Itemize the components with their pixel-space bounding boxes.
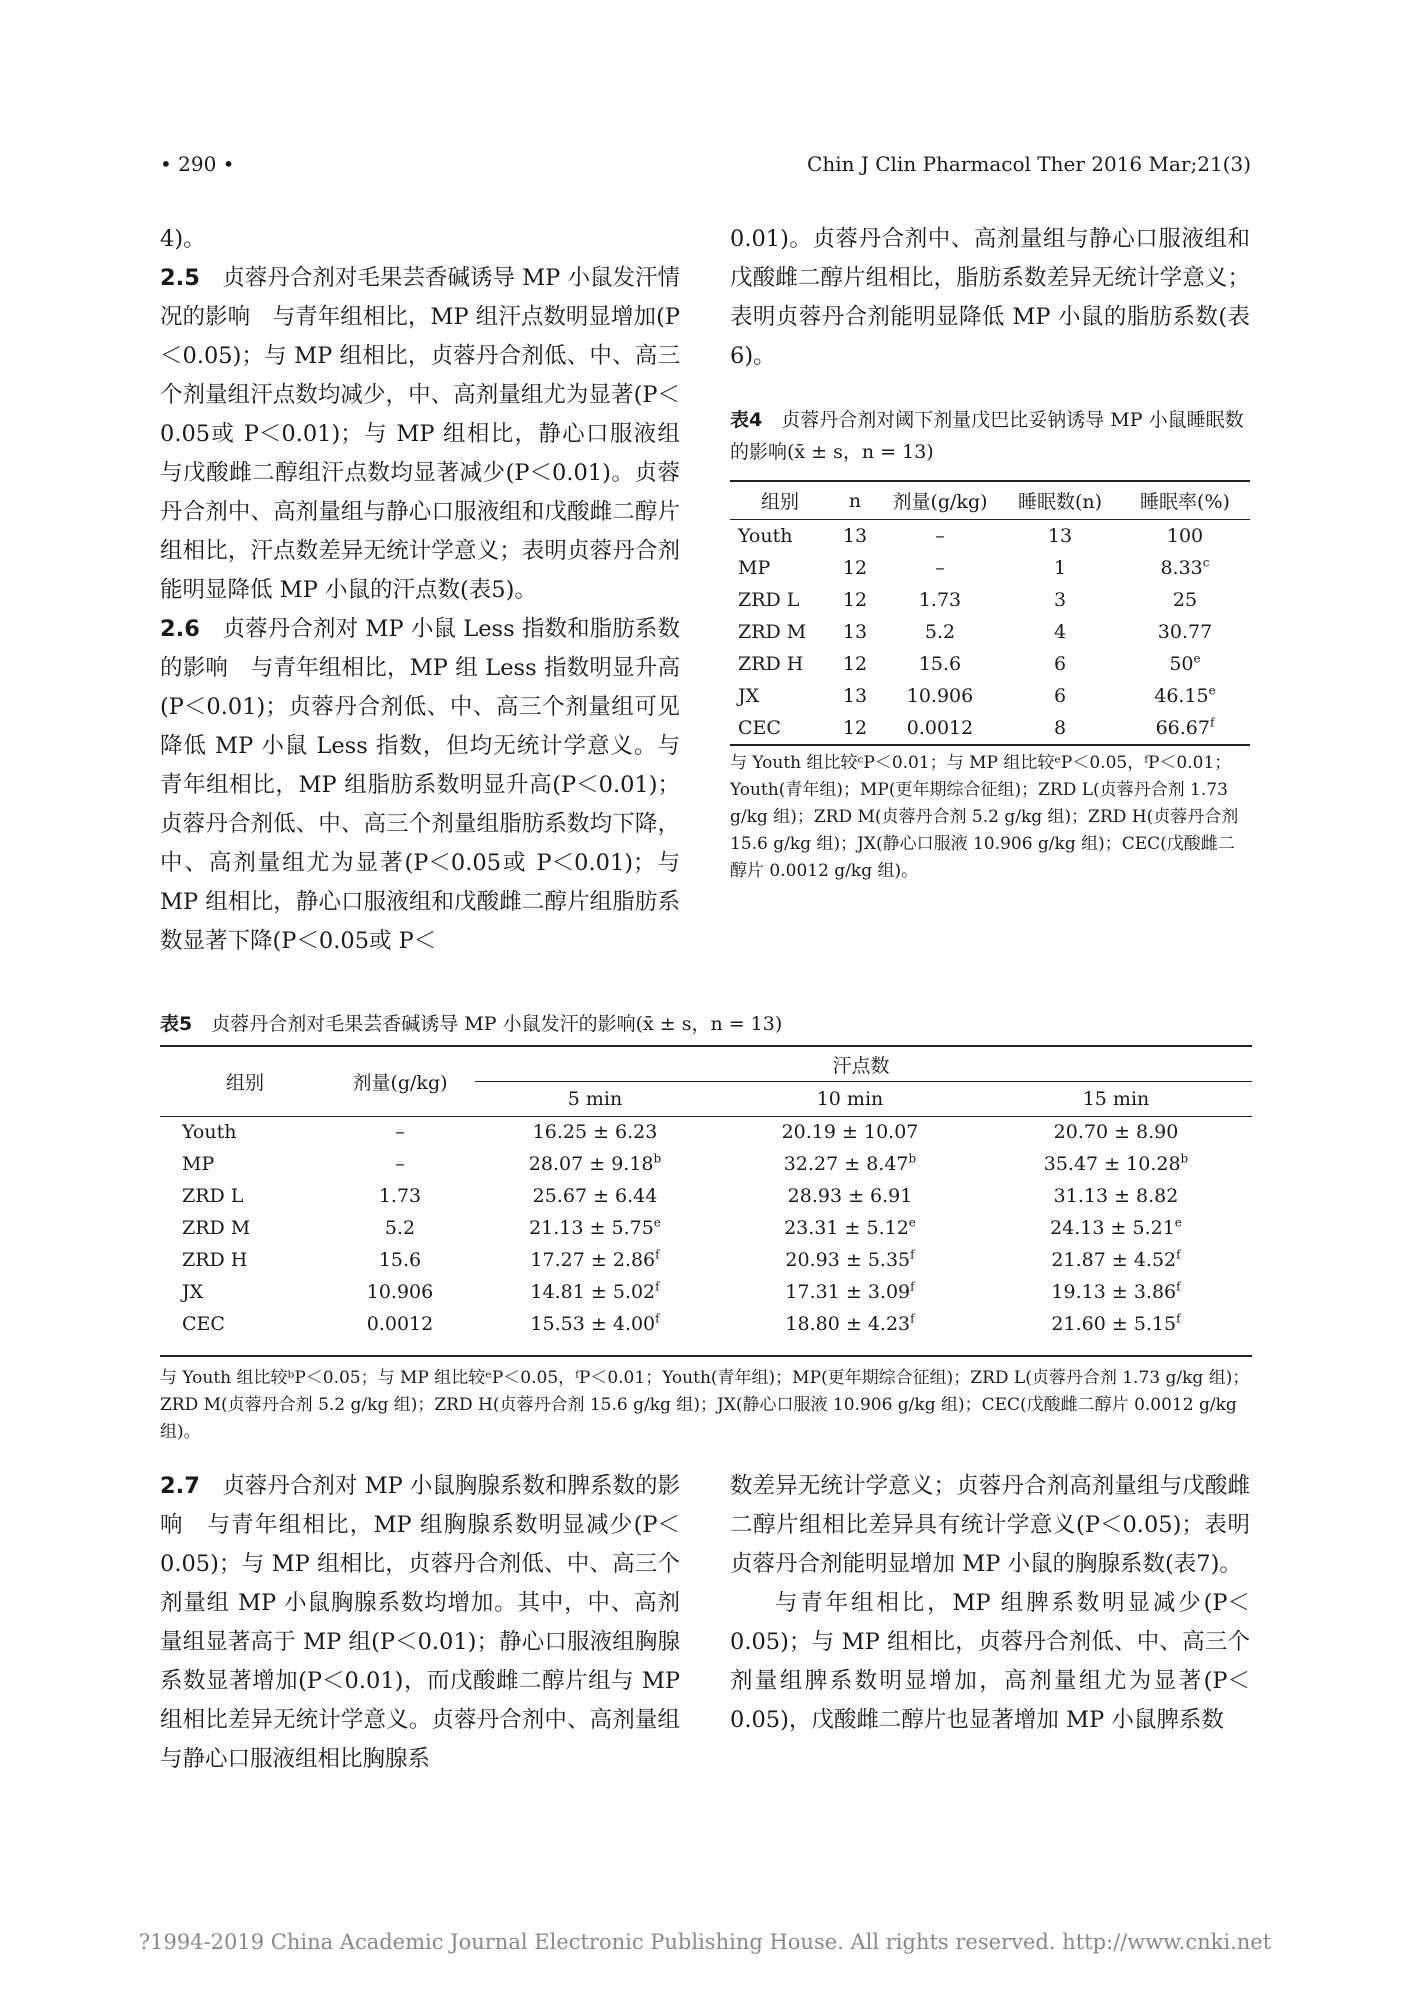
paragraph: 与青年组相比，MP 组脾系数明显减少(P＜0.05)；与 MP 组相比，贞蓉丹合剂低、中、高三个剂量组脾系数明显增加，高剂量组尤为显著(P＜0.05)，戊酸雌二醇片也显著增加 MP 小鼠脾系数 — [730, 1590, 1250, 1733]
table-cell-v2: 20.93 ± 5.35$^f$ — [785, 1247, 915, 1271]
table-cell-n: 13 — [842, 525, 868, 547]
page-number: • 290 • — [160, 152, 235, 176]
table-cell-group: Youth — [738, 525, 793, 547]
table-cell-v1: 16.25 ± 6.23 — [532, 1121, 658, 1143]
table-caption-text: 贞蓉丹合剂对阈下剂量戊巴比妥钠诱导 MP 小鼠睡眠数的影响(x̄ ± s，n = 13) — [730, 409, 1244, 463]
section-body: 贞蓉丹合剂对毛果芸香碱诱导 MP 小鼠发汗情况的影响 与青年组相比，MP 组汗点数明显增加(P＜0.05)；与 MP 组相比，贞蓉丹合剂低、中、高三个剂量组汗点数均减少，中、高剂量组尤为显著(P＜0.05或 P＜0.01)；与 MP 组相比，静心口服液组与戊酸雌二醇组汗点数均显著减少(P＜0.01)。贞蓉丹合剂中、高剂量组与静心口服液组和戊酸雌二醇片组相比，汗点数差异无统计学意义；表明贞蓉丹合剂能明显降低 MP 小鼠的汗点数(表5)。 — [160, 265, 680, 603]
table-cell-dose: – — [395, 1121, 405, 1143]
column-header: 睡眠数(n) — [1000, 482, 1120, 520]
table-cell-v3: 24.13 ± 5.21$^e$ — [1050, 1215, 1182, 1239]
significance-mark: e — [908, 1215, 916, 1230]
table-header-row — [730, 482, 1250, 520]
table-cell-v2: 32.27 ± 8.47$^b$ — [783, 1151, 917, 1175]
table-cell-v2: 23.31 ± 5.12$^e$ — [784, 1215, 916, 1239]
table4-note: 与 Youth 组比较ᶜP＜0.01；与 MP 组比较ᵉP＜0.05，ᶠP＜0.01；Youth(青年组)；MP(更年期综合征组)；ZRD L(贞蓉丹合剂 1.73 g/kg 组)；ZRD M(贞蓉丹合剂 5.2 g/kg 组)；ZRD H(贞蓉丹合剂 15.6 g/kg 组)；JX(静心口服液 10.906 g/kg 组)；CEC(戊酸雌二醇片 0.0012 g/kg 组)。 — [730, 753, 1239, 881]
table-cell-v1: 15.53 ± 4.00$^f$ — [530, 1311, 660, 1335]
significance-mark: e — [1208, 683, 1216, 698]
table-cell-dose: 15.6 — [918, 653, 962, 675]
table-row — [160, 1180, 1252, 1212]
table-row — [730, 680, 1250, 712]
table-cell-rate: 100 — [1166, 525, 1204, 547]
table-cell-group: CEC — [182, 1313, 225, 1335]
section-number: 2.6 — [160, 616, 200, 642]
table-bottom-rule — [160, 1355, 1252, 1357]
significance-mark: f — [655, 1247, 660, 1262]
table-cell-rate: 50e — [1169, 651, 1201, 675]
journal-header: Chin J Clin Pharmacol Ther 2016 Mar;21(3) — [807, 152, 1251, 176]
table-cell-group: CEC — [738, 717, 781, 739]
table-row — [730, 648, 1250, 680]
section-number: 2.7 — [160, 1473, 200, 1499]
table-cell-dose: 1.73 — [918, 589, 962, 611]
table-cell-sleep: 8 — [1053, 717, 1067, 739]
table-cell-sleep: 3 — [1053, 589, 1067, 611]
table-row — [730, 584, 1250, 616]
significance-mark: f — [1176, 1247, 1181, 1262]
table-cell-rate: 25 — [1172, 589, 1198, 611]
table-cell-dose: 0.0012 — [366, 1313, 434, 1335]
table-subheader-rule — [475, 1081, 1252, 1082]
table-cell-v2: 20.19 ± 10.07 — [781, 1121, 919, 1143]
right-column-bottom — [730, 1467, 1250, 1740]
column-header: 睡眠率(%) — [1120, 482, 1250, 520]
section-body: 贞蓉丹合剂对 MP 小鼠胸腺系数和脾系数的影响 与青年组相比，MP 组胸腺系数明显减少(P＜0.05)；与 MP 组相比，贞蓉丹合剂低、中、高三个剂量组 MP 小鼠胸腺系数均增加。其中，中、高剂量组显著高于 MP 组(P＜0.01)；静心口服液组胸腺系数显著增加(P＜0.01)，而戊酸雌二醇片组与 MP 组相比差异无统计学意义。贞蓉丹合剂中、高剂量组与静心口服液组相比胸腺系 — [160, 1473, 680, 1772]
table-cell-v3: 20.70 ± 8.90 — [1053, 1121, 1179, 1143]
table-cell-n: 12 — [842, 653, 868, 675]
table4-caption — [730, 404, 1250, 468]
table-cell-group: MP — [182, 1153, 215, 1175]
column-header: 汗点数 — [832, 1054, 890, 1077]
table-caption-text: 贞蓉丹合剂对毛果芸香碱诱导 MP 小鼠发汗的影响(x̄ ± s，n = 13) — [211, 1013, 783, 1035]
table-bottom-rule — [730, 744, 1250, 746]
table-cell-rate: 8.33$^c$ — [1160, 555, 1210, 579]
table-cell-v2: 28.93 ± 6.91 — [787, 1185, 913, 1207]
table-cell-v1: 21.13 ± 5.75$^e$ — [529, 1215, 661, 1239]
table-row — [160, 1244, 1252, 1276]
table-cell-rate: 66.67$^f$ — [1155, 715, 1215, 739]
significance-mark: f — [655, 1279, 660, 1294]
paragraph: 0.01)。贞蓉丹合剂中、高剂量组与静心口服液组和戊酸雌二醇片组相比，脂肪系数差异无统计学意义；表明贞蓉丹合剂能明显降低 MP 小鼠的脂肪系数(表6)。 — [730, 226, 1250, 369]
table-cell-dose: – — [935, 557, 945, 579]
table-cell-dose: 1.73 — [378, 1185, 422, 1207]
table-row — [160, 1276, 1252, 1308]
table-cell-n: 13 — [842, 685, 868, 707]
left-column-top — [160, 220, 680, 961]
significance-mark: f — [910, 1311, 915, 1326]
column-header: 剂量(g/kg) — [352, 1071, 448, 1094]
table-cell-sleep: 6 — [1053, 653, 1067, 675]
section-2-5 — [160, 259, 680, 610]
table-row — [730, 616, 1250, 648]
significance-mark: c — [1202, 555, 1210, 570]
table-cell-sleep: 4 — [1053, 621, 1067, 643]
table-cell-dose: 5.2 — [384, 1217, 416, 1239]
section-2-6 — [160, 610, 680, 961]
table-row — [730, 552, 1250, 584]
table-cell-v3: 31.13 ± 8.82 — [1053, 1185, 1179, 1207]
table-row — [160, 1116, 1252, 1148]
table-cell-group: ZRD M — [738, 621, 807, 643]
table-cell-v1: 25.67 ± 6.44 — [532, 1185, 658, 1207]
table-cell-n: 13 — [842, 621, 868, 643]
left-column-bottom — [160, 1467, 680, 1779]
table5-note: 与 Youth 组比较ᵇP＜0.05；与 MP 组比较ᵉP＜0.05，ᶠP＜0.01；Youth(青年组)；MP(更年期综合征组)；ZRD L(贞蓉丹合剂 1.73 g/kg 组)；ZRD M(贞蓉丹合剂 5.2 g/kg 组)；ZRD H(贞蓉丹合剂 15.6 g/kg 组)；JX(静心口服液 10.906 g/kg 组)；CEC(戊酸雌二醇片 0.0012 g/kg 组)。 — [160, 1368, 1250, 1442]
significance-mark: f — [1176, 1311, 1181, 1326]
table-cell-sleep: 6 — [1053, 685, 1067, 707]
significance-mark: e — [653, 1215, 661, 1230]
table5 — [160, 1046, 1252, 1340]
table-cell-dose: 15.6 — [378, 1249, 422, 1271]
column-header: 15 min — [1082, 1088, 1150, 1110]
table-header-row — [160, 1046, 1252, 1082]
table-cell-sleep: 1 — [1053, 557, 1067, 579]
significance-mark: f — [910, 1279, 915, 1294]
significance-mark: e — [1174, 1215, 1182, 1230]
table-cell-v2: 18.80 ± 4.23$^f$ — [785, 1311, 915, 1335]
section-2-7 — [160, 1467, 680, 1779]
column-header: 剂量(g/kg) — [880, 482, 1000, 520]
table-cell-v3: 35.47 ± 10.28$^b$ — [1043, 1151, 1189, 1175]
table-row — [730, 712, 1250, 744]
table-cell-dose: 5.2 — [924, 621, 956, 643]
table-header-rule — [160, 1116, 1252, 1117]
table-label: 表4 — [730, 409, 763, 431]
table-cell-v3: 19.13 ± 3.86$^f$ — [1051, 1279, 1181, 1303]
section-number: 2.5 — [160, 265, 200, 291]
table-cell-dose: 0.0012 — [906, 717, 974, 739]
table-cell-group: ZRD H — [738, 653, 804, 675]
table-cell-group: JX — [738, 685, 760, 707]
significance-mark: f — [1209, 715, 1215, 730]
table-cell-v1: 14.81 ± 5.02$^f$ — [530, 1279, 660, 1303]
column-header: 10 min — [816, 1088, 884, 1110]
table-cell-group: ZRD L — [182, 1185, 244, 1207]
table-row — [160, 1308, 1252, 1340]
significance-mark: b — [908, 1151, 917, 1166]
significance-mark: b — [1180, 1151, 1189, 1166]
section-body: 贞蓉丹合剂对 MP 小鼠 Less 指数和脂肪系数的影响 与青年组相比，MP 组 Less 指数明显升高(P＜0.01)；贞蓉丹合剂低、中、高三个剂量组可见降低 MP 小鼠 Less 指数，但均无统计学意义。与青年组相比，MP 组脂肪系数明显升高(P＜0.01)；贞蓉丹合剂低、中、高三个剂量组脂肪系数均下降，中、高剂量组尤为显著(P＜0.05或 P＜0.01)；与 MP 组相比，静心口服液组和戊酸雌二醇片组脂肪系数显著下降(P＜0.05或 P＜ — [160, 616, 680, 954]
table-row — [160, 1212, 1252, 1244]
table-cell-v2: 17.31 ± 3.09$^f$ — [785, 1279, 915, 1303]
right-column-top — [730, 220, 1250, 376]
table-cell-dose: – — [935, 525, 945, 547]
table-cell-v3: 21.60 ± 5.15$^f$ — [1051, 1311, 1181, 1335]
table-cell-dose: 10.906 — [906, 685, 974, 707]
table-cell-n: 12 — [842, 557, 868, 579]
table-cell-group: ZRD H — [182, 1249, 248, 1271]
significance-mark: b — [653, 1151, 662, 1166]
table-cell-group: JX — [182, 1281, 204, 1303]
significance-mark: f — [910, 1247, 915, 1262]
significance-mark: e — [1193, 651, 1201, 666]
paragraph: 数差异无统计学意义；贞蓉丹合剂高剂量组与戊酸雌二醇片组相比差异具有统计学意义(P＜0.05)；表明贞蓉丹合剂能明显增加 MP 小鼠的胸腺系数(表7)。 — [730, 1473, 1250, 1577]
column-header: 组别 — [730, 482, 830, 520]
table-label: 表5 — [160, 1013, 193, 1035]
column-header: n — [830, 482, 880, 520]
table-row — [730, 520, 1250, 553]
table-cell-rate: 30.77 — [1157, 621, 1213, 643]
table-cell-v1: 17.27 ± 2.86$^f$ — [530, 1247, 660, 1271]
table4 — [730, 482, 1250, 744]
table-cell-rate: 46.15e — [1154, 683, 1216, 707]
copyright-footer: ?1994-2019 China Academic Journal Electronic Publishing House. All rights reserved. http://www.cnki.net — [138, 1930, 1272, 1954]
significance-mark: f — [1176, 1279, 1181, 1294]
table-cell-dose: 10.906 — [366, 1281, 434, 1303]
table-cell-n: 12 — [842, 717, 868, 739]
table-cell-group: ZRD M — [182, 1217, 251, 1239]
significance-mark: f — [655, 1311, 660, 1326]
column-header: 5 min — [567, 1088, 623, 1110]
table-cell-sleep: 13 — [1047, 525, 1073, 547]
table-cell-dose: – — [395, 1153, 405, 1175]
table-row — [160, 1148, 1252, 1180]
table-cell-v3: 21.87 ± 4.52$^f$ — [1051, 1247, 1181, 1271]
column-header: 组别 — [225, 1071, 264, 1094]
table5-caption — [160, 1008, 1252, 1040]
table-cell-group: ZRD L — [738, 589, 800, 611]
table-cell-v1: 28.07 ± 9.18$^b$ — [528, 1151, 662, 1175]
paragraph-tail: 4)。 — [160, 226, 206, 252]
table-cell-n: 12 — [842, 589, 868, 611]
table-cell-group: Youth — [182, 1121, 237, 1143]
table-cell-group: MP — [738, 557, 771, 579]
